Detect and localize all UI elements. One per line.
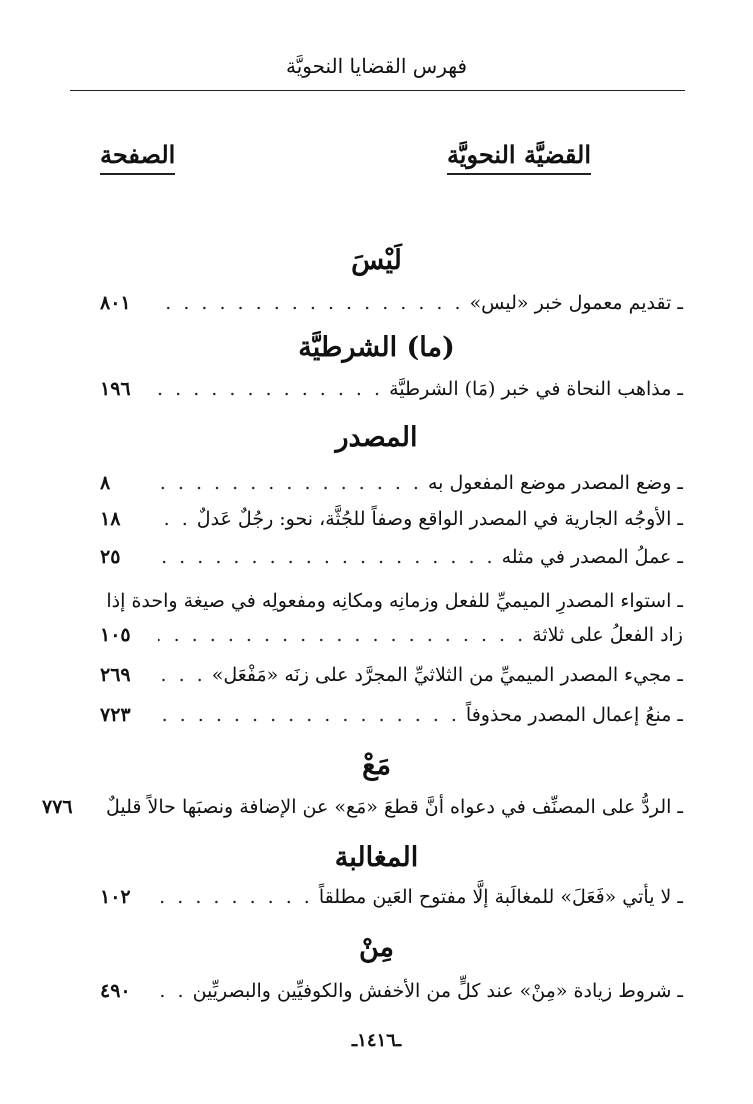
entry-text: ـ مذاهب النحاة في خبر (مَا) الشرطيَّة xyxy=(389,378,683,400)
entry-page: ١٠٢ xyxy=(100,886,131,908)
entry-page: ٢٥ xyxy=(100,546,121,568)
column-header-page: الصفحة xyxy=(100,140,175,175)
section-heading: لَيْسَ xyxy=(351,245,402,276)
entry-text: ـ تقديم معمول خبر «ليس» xyxy=(469,292,683,314)
index-entry xyxy=(42,796,683,828)
entry-text: ـ الردُّ على المصنِّف في دعواه أنَّ قطعَ «مَع» عن الإضافة ونصبَها حالاً قليلٌ xyxy=(106,796,683,818)
leader-dots xyxy=(158,886,313,908)
entry-page: ١٩٦ xyxy=(100,378,131,400)
leader-dots xyxy=(158,508,191,530)
leader-dots xyxy=(158,624,526,646)
entry-page: ٤٩٠ xyxy=(100,980,131,1002)
index-entry xyxy=(100,624,683,656)
column-header-topic: القضيَّة النحويَّة xyxy=(447,140,591,175)
entry-text-line1: ـ استواء المصدرِ الميميِّ للفعل وزمانِه ومكانِه ومفعولِه في صيغة واحدة إذا xyxy=(106,590,683,612)
entry-page: ١٨ xyxy=(100,508,121,530)
index-entry xyxy=(100,886,683,918)
section-heading: مَعْ xyxy=(362,750,391,781)
index-entry xyxy=(100,378,683,410)
leader-dots xyxy=(158,472,422,494)
running-head: فهرس القضايا النحويَّة xyxy=(285,54,468,78)
entry-text: ـ عملُ المصدر في مثله xyxy=(501,546,683,568)
leader-dots xyxy=(158,292,464,314)
entry-text: ـ شروط زيادة «مِنْ» عند كلٍّ من الأخفش والكوفيِّين والبصريِّين xyxy=(192,980,683,1002)
index-entry xyxy=(100,546,683,578)
entry-page: ١٠٥ xyxy=(100,624,131,646)
entry-text: ـ وضع المصدر موضع المفعول به xyxy=(427,472,683,494)
section-heading: المصدر xyxy=(335,422,418,453)
entry-page: ٢٦٩ xyxy=(100,664,131,686)
leader-dots xyxy=(158,546,496,568)
index-entry xyxy=(100,508,683,540)
index-entry xyxy=(100,292,683,324)
header-rule xyxy=(70,90,685,91)
entry-text: ـ لا يأتي «فَعَلَ» للمغالَبة إلَّا مفتوح العَين مطلقاً xyxy=(318,886,683,908)
page-number: ـ١٤١٦ـ xyxy=(351,1030,402,1051)
leader-dots xyxy=(158,704,460,726)
entry-text: زاد الفعلُ على ثلاثة xyxy=(532,624,683,646)
entry-text: ـ منعُ إعمال المصدر محذوفاً xyxy=(465,704,683,726)
leader-dots xyxy=(158,980,187,1002)
entry-page: ٨ xyxy=(100,472,111,494)
section-heading: (ما) الشرطيَّة xyxy=(298,332,455,363)
leader-dots xyxy=(158,378,383,400)
leader-dots xyxy=(158,664,206,686)
entry-page: ٨٠١ xyxy=(100,292,131,314)
entry-page: ٧٢٣ xyxy=(100,704,131,726)
section-heading: مِنْ xyxy=(358,932,394,963)
index-entry xyxy=(100,472,683,504)
index-entry xyxy=(100,704,683,736)
entry-text: ـ مجيء المصدر الميميِّ من الثلاثيِّ المجرَّد على زنَه «مَفْعَل» xyxy=(211,664,683,686)
section-heading: المغالبة xyxy=(334,842,419,873)
index-entry xyxy=(100,980,683,1012)
index-entry xyxy=(100,664,683,696)
entry-page: ٧٧٦ xyxy=(42,796,73,818)
entry-text: ـ الأوجُه الجارية في المصدر الواقع وصفاً للجُثَّة، نحو: رجُلٌ عَدلٌ xyxy=(196,508,683,530)
